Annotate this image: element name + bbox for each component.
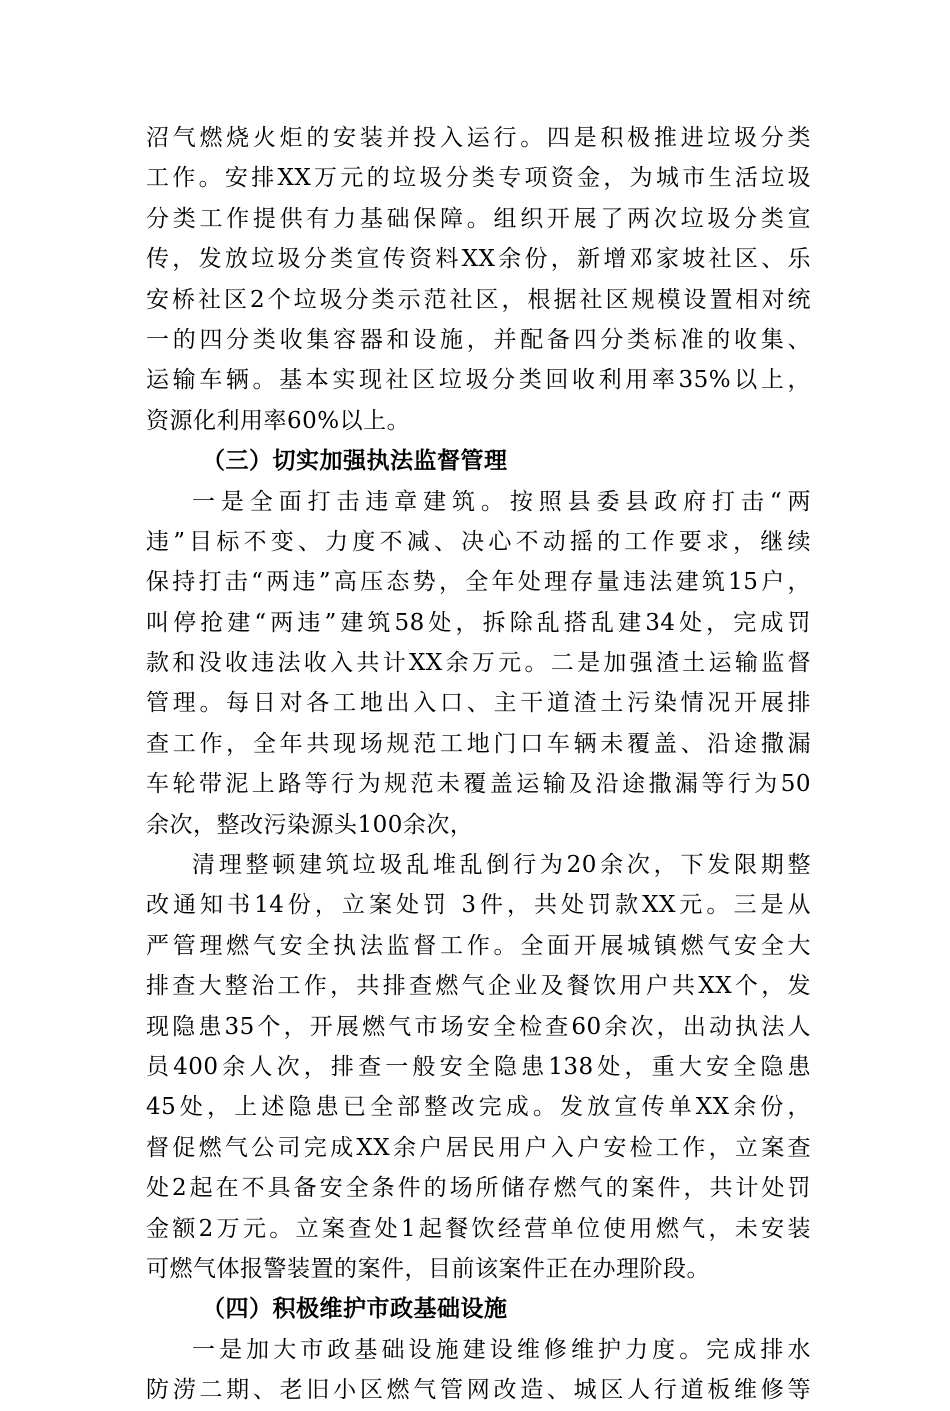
text-line: 一的四分类收集容器和设施，并配备四分类标准的收集、 bbox=[146, 326, 811, 353]
text-line: 严管理燃气安全执法监督工作。全面开展城镇燃气安全大 bbox=[146, 932, 811, 959]
text-line: 现隐患35个，开展燃气市场安全检查60余次，出动执法人 bbox=[146, 1013, 811, 1040]
document-page bbox=[146, 118, 811, 1411]
text-line: 防涝二期、老旧小区燃气管网改造、城区人行道板维修等 bbox=[146, 1377, 811, 1404]
text-line: 管理。每日对各工地出入口、主干道渣土污染情况开展排 bbox=[146, 690, 811, 717]
text-line: 分类工作提供有力基础保障。组织开展了两次垃圾分类宣 bbox=[146, 205, 811, 232]
text-line: 处2起在不具备安全条件的场所储存燃气的案件，共计处罚 bbox=[146, 1175, 811, 1202]
text-line: 排查大整治工作，共排查燃气企业及餐饮用户共XX个，发 bbox=[146, 973, 811, 1000]
body-paragraph bbox=[146, 482, 811, 846]
body-paragraph bbox=[146, 845, 811, 1289]
text-line: 工作。安排XX万元的垃圾分类专项资金，为城市生活垃圾 bbox=[146, 165, 811, 192]
text-line: 余次，整改污染源头100余次， bbox=[146, 811, 474, 838]
text-line: 清理整顿建筑垃圾乱堆乱倒行为20余次，下发限期整 bbox=[192, 852, 811, 879]
text-line: 金额2万元。立案查处1起餐饮经营单位使用燃气，未安装 bbox=[146, 1215, 811, 1242]
text-line: （三）切实加强执法监督管理 bbox=[202, 447, 508, 475]
text-line: 一是加大市政基础设施建设维修维护力度。完成排水 bbox=[192, 1336, 811, 1363]
body-paragraph bbox=[146, 1330, 811, 1411]
text-line: 沼气燃烧火炬的安装并投入运行。四是积极推进垃圾分类 bbox=[146, 125, 811, 151]
text-line: 可燃气体报警装置的案件，目前该案件正在办理阶段。 bbox=[146, 1255, 710, 1282]
text-line: （四）积极维护市政基础设施 bbox=[202, 1295, 508, 1323]
text-line: 督促燃气公司完成XX余户居民用户入户安检工作，立案查 bbox=[146, 1134, 811, 1161]
text-line: 安桥社区2个垃圾分类示范社区，根据社区规模设置相对统 bbox=[146, 286, 811, 313]
text-line: 运输车辆。基本实现社区垃圾分类回收利用率35%以上， bbox=[146, 367, 811, 394]
text-line: 一是全面打击违章建筑。按照县委县政府打击“两 bbox=[192, 488, 811, 515]
text-line: 改通知书14份，立案处罚 3件，共处罚款XX元。三是从 bbox=[146, 892, 811, 919]
text-line: 违”目标不变、力度不减、决心不动摇的工作要求，继续 bbox=[146, 528, 811, 555]
text-line: 款和没收违法收入共计XX余万元。二是加强渣土运输监督 bbox=[146, 650, 811, 677]
body-paragraph bbox=[146, 118, 811, 441]
text-line: 员400余人次，排查一般安全隐患138处，重大安全隐患 bbox=[146, 1053, 811, 1080]
text-line: 车轮带泥上路等行为规范未覆盖运输及沿途撒漏等行为50 bbox=[146, 771, 811, 798]
text-line: 保持打击“两违”高压态势，全年处理存量违法建筑15户， bbox=[146, 569, 811, 596]
text-line: 45处，上述隐患已全部整改完成。发放宣传单XX余份， bbox=[146, 1094, 811, 1121]
section-heading bbox=[146, 441, 811, 481]
text-line: 查工作，全年共现场规范工地门口车辆未覆盖、沿途撒漏 bbox=[146, 730, 811, 757]
text-line: 资源化利用率60%以上。 bbox=[146, 407, 411, 434]
section-heading bbox=[146, 1289, 811, 1329]
text-line: 叫停抢建“两违”建筑58处，拆除乱搭乱建34处，完成罚 bbox=[146, 609, 811, 636]
text-line: 传，发放垃圾分类宣传资料XX余份，新增邓家坡社区、乐 bbox=[146, 246, 811, 273]
